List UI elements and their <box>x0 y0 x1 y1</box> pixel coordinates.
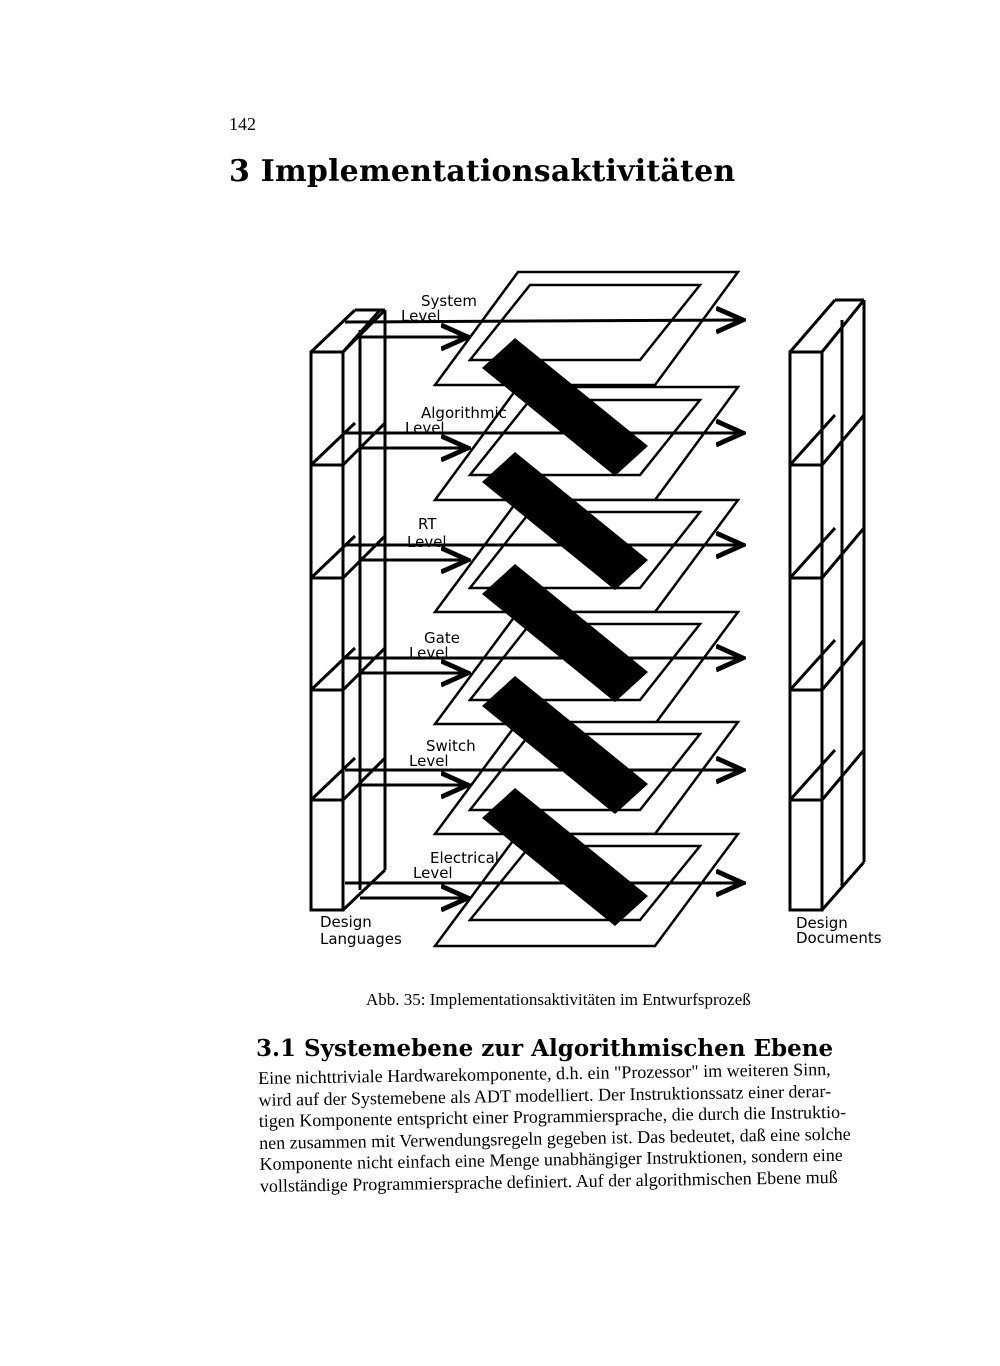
body-paragraph <box>258 1056 995 1197</box>
body-line: Eine nichttriviale Hardwarekomponente, d.h. ein "Prozessor" im weiteren Sinn, <box>258 1059 831 1088</box>
level-label-system: System <box>421 292 477 310</box>
body-line: nen zusammen mit Verwendungsregeln gegeben ist. Das bedeutet, daß eine solche <box>259 1123 851 1153</box>
body-line: vollständige Programmiersprache definiert. Auf der algorithmischen Ebene muß <box>259 1166 838 1196</box>
figure-caption: Abb. 35: Implementationsaktivitäten im Entwurfsprozeß <box>366 990 751 1009</box>
design-languages-label-1: Design <box>320 913 372 931</box>
level-label-electrical-level: Level <box>413 864 453 882</box>
body-line: Komponente nicht einfach eine Menge unabhängiger Instruktionen, sondern eine <box>259 1144 843 1174</box>
level-label-algorithmic-level: Level <box>405 419 445 437</box>
level-planes <box>435 272 738 946</box>
body-line: tigen Komponente entspricht einer Programmiersprache, die durch die Instruktio- <box>258 1101 847 1131</box>
level-label-gate-level: Level <box>409 644 449 662</box>
level-label-gate: Gate <box>424 629 460 647</box>
right-column <box>790 300 864 910</box>
level-label-electrical: Electrical <box>430 849 499 867</box>
level-label-switch-level: Level <box>409 752 449 770</box>
design-documents-label-1: Design <box>796 914 848 932</box>
body-line: wird auf der Systemebene als ADT modelliert. Der Instruktionssatz einer derar- <box>258 1080 832 1110</box>
section-title: 3.1 Systemebene zur Algorithmischen Ebene <box>256 1035 834 1062</box>
level-label-switch: Switch <box>426 737 476 755</box>
level-label-rt: RT <box>418 515 437 533</box>
design-languages-label-2: Languages <box>320 930 402 948</box>
page-number: 142 <box>229 114 256 134</box>
level-label-system-level: Level <box>401 307 441 325</box>
level-label-rt-level: Level <box>407 533 447 551</box>
left-column <box>311 310 385 910</box>
level-label-algorithmic: Algorithmic <box>421 404 507 422</box>
chapter-title: 3 Implementationsaktivitäten <box>229 154 736 189</box>
design-documents-label-2: Documents <box>796 929 882 947</box>
